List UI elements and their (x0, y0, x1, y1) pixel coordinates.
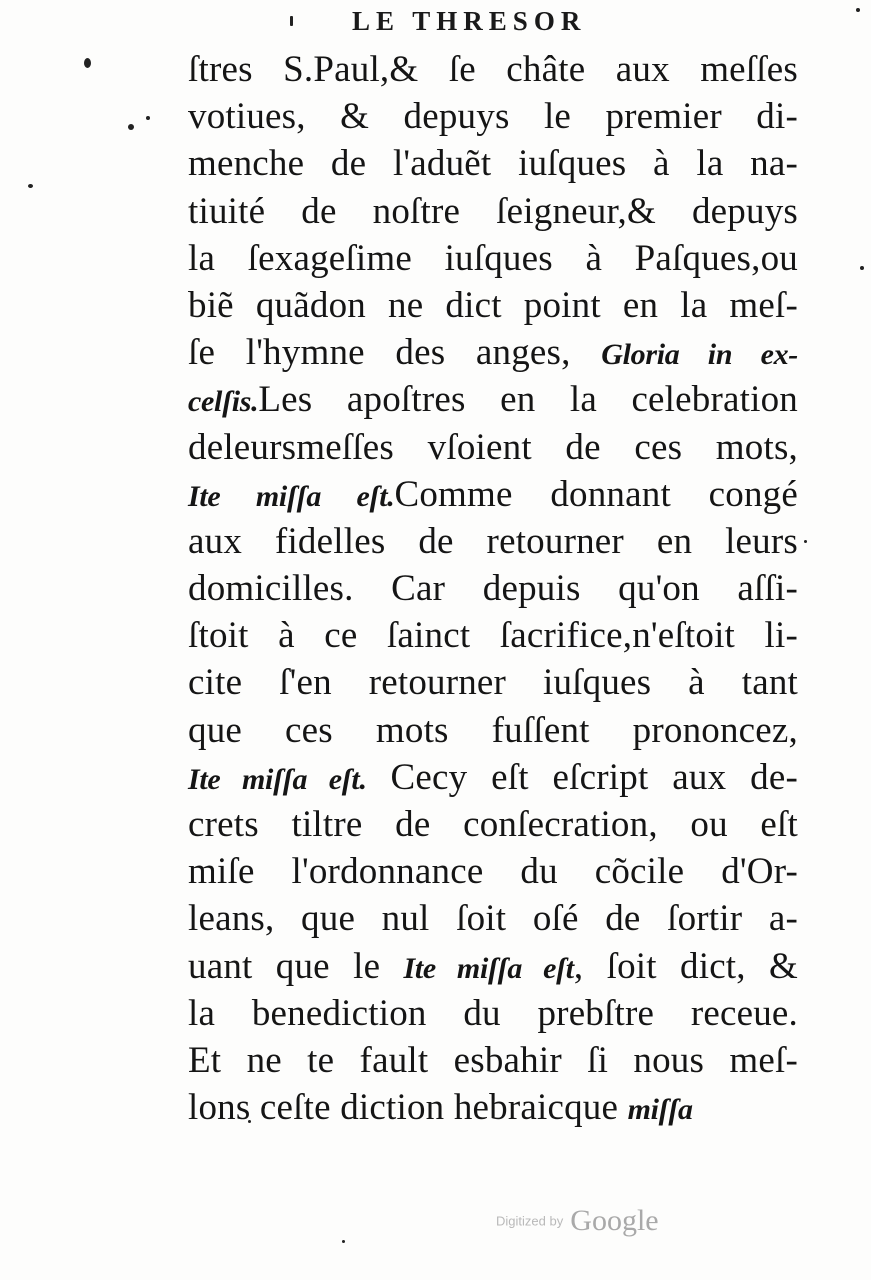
margin-speck (28, 184, 33, 188)
text-line-6: biẽ quãdon ne dict point en la meſ- (188, 284, 798, 326)
text-line-13: ſtoit à ce ſainct ſacrifice,n'eſtoit li- (188, 615, 798, 657)
text-line-10: Ite miſſa eſt.Comme donnant congé (188, 473, 798, 515)
latin-phrase: Ite miſſa eſt. (188, 479, 395, 513)
text-line-9: deleursmeſſes vſoient de ces mots, (188, 426, 798, 468)
text-line-20: uant que le Ite miſſa eſt, ſoit dict, & (188, 945, 799, 987)
margin-speck (84, 58, 91, 68)
margin-speck (128, 124, 134, 130)
text-line-21: la benediction du prebſtre receue. (188, 992, 798, 1034)
text-line-18: miſe l'ordonnance du cõcile d'Or- (188, 851, 798, 893)
text-line-22: Et ne te fault esbahir ſi nous meſ- (188, 1039, 798, 1081)
text-line-4: tiuité de noſtre ſeigneur,& depuys (188, 190, 798, 232)
margin-speck (290, 16, 293, 26)
text-line-2: votiues, & depuys le premier di- (188, 96, 798, 138)
text-line-7: ſe l'hymne des anges, Gloria in ex- (188, 332, 798, 374)
digitized-watermark (496, 1204, 659, 1238)
text-line-1: ſtres S.Paul,& ſe châte aux meſſes (188, 49, 798, 90)
text-line-5: la ſexageſime iuſques à Paſques,ou (188, 237, 798, 279)
body-text (188, 46, 798, 1131)
margin-speck (146, 116, 150, 120)
text-line-16: Ite miſſa eſt. Cecy eſt eſcript aux de- (188, 756, 798, 798)
latin-phrase: Ite miſſa eſt. (188, 762, 367, 796)
text-line-14: cite ſ'en retourner iuſques à tant (188, 662, 798, 704)
text-line-3: menche de l'aduẽt iuſques à la na- (188, 143, 798, 185)
margin-speck (860, 266, 864, 270)
text-line-12: domicilles. Car depuis qu'on aſſi- (188, 568, 798, 610)
text-line-19: leans, que nul ſoit oſé de ſortir a- (188, 898, 798, 940)
watermark-prefix: Digitized by (496, 1213, 564, 1229)
text-line-8: celſis.Les apoſtres en la celebration (188, 379, 798, 421)
margin-speck (342, 1240, 345, 1243)
text-line-11: aux fidelles de retourner en leurs (188, 520, 798, 562)
text-line-15: que ces mots fuſſent prononcez, (188, 709, 798, 751)
latin-phrase: miſſa (627, 1093, 693, 1127)
watermark-brand: Google (570, 1204, 659, 1237)
text-line-17: crets tiltre de conſecration, ou eſt (188, 804, 798, 845)
latin-phrase: Gloria in ex- (601, 338, 798, 372)
margin-speck (856, 8, 860, 12)
margin-speck (804, 540, 807, 543)
text-line-23: lons ceſte diction hebraicque miſſa (188, 1087, 693, 1129)
running-head: LE THRESOR (352, 6, 587, 36)
latin-phrase: Ite miſſa eſt (403, 951, 574, 985)
latin-phrase: celſis. (188, 385, 259, 419)
